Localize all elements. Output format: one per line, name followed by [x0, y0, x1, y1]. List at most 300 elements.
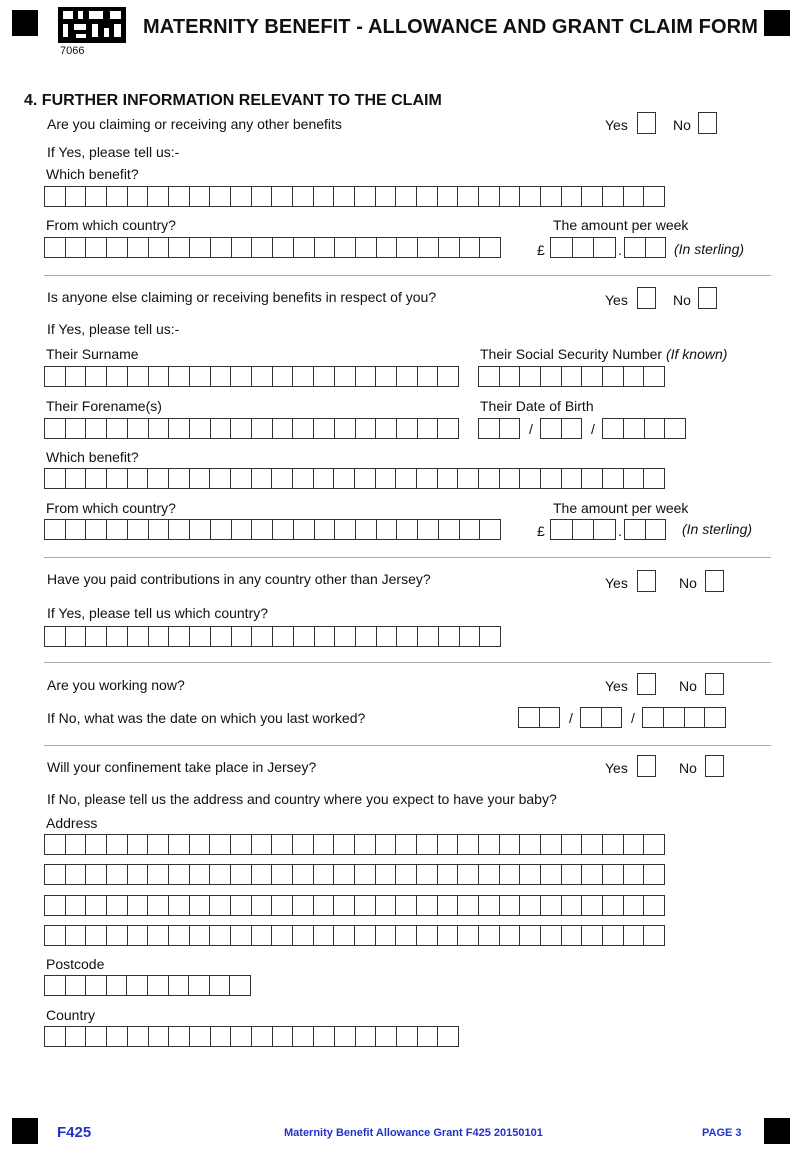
- char-cell[interactable]: [106, 419, 127, 438]
- char-cell[interactable]: [189, 367, 210, 386]
- char-cell[interactable]: [85, 469, 106, 488]
- char-cell[interactable]: [65, 976, 86, 995]
- char-cell[interactable]: [561, 187, 582, 206]
- char-cell[interactable]: [313, 367, 334, 386]
- char-cell[interactable]: [85, 520, 106, 539]
- char-cell[interactable]: [478, 469, 499, 488]
- char-cell[interactable]: [602, 367, 623, 386]
- char-cell[interactable]: [168, 367, 189, 386]
- char-cell[interactable]: [147, 835, 168, 854]
- char-cell[interactable]: [44, 187, 65, 206]
- char-cell[interactable]: [271, 469, 292, 488]
- char-cell[interactable]: [416, 896, 437, 915]
- char-cell[interactable]: [65, 1027, 86, 1046]
- char-cell[interactable]: [355, 1027, 376, 1046]
- char-cell[interactable]: [148, 520, 169, 539]
- char-cell[interactable]: [44, 1027, 65, 1046]
- q2-amount-pence-field[interactable]: [624, 519, 666, 540]
- char-cell[interactable]: [395, 896, 416, 915]
- char-cell[interactable]: [417, 419, 438, 438]
- char-cell[interactable]: [272, 367, 293, 386]
- char-cell[interactable]: [561, 926, 582, 945]
- char-cell[interactable]: [572, 238, 594, 257]
- char-cell[interactable]: [334, 520, 355, 539]
- char-cell[interactable]: [334, 419, 355, 438]
- char-cell[interactable]: [127, 1027, 148, 1046]
- char-cell[interactable]: [499, 926, 520, 945]
- char-cell[interactable]: [581, 835, 602, 854]
- char-cell[interactable]: [209, 926, 230, 945]
- char-cell[interactable]: [519, 187, 540, 206]
- char-cell[interactable]: [601, 708, 622, 727]
- char-cell[interactable]: [292, 896, 313, 915]
- char-cell[interactable]: [65, 469, 86, 488]
- q2-country-field[interactable]: [44, 519, 501, 540]
- char-cell[interactable]: [519, 367, 540, 386]
- q3-yes-checkbox[interactable]: [637, 570, 656, 592]
- char-cell[interactable]: [251, 1027, 272, 1046]
- char-cell[interactable]: [333, 187, 354, 206]
- char-cell[interactable]: [210, 238, 231, 257]
- char-cell[interactable]: [292, 187, 313, 206]
- char-cell[interactable]: [209, 865, 230, 884]
- char-cell[interactable]: [355, 520, 376, 539]
- char-cell[interactable]: [292, 1027, 313, 1046]
- char-cell[interactable]: [623, 896, 644, 915]
- char-cell[interactable]: [230, 187, 251, 206]
- char-cell[interactable]: [106, 367, 127, 386]
- char-cell[interactable]: [593, 520, 615, 539]
- char-cell[interactable]: [271, 187, 292, 206]
- char-cell[interactable]: [643, 865, 664, 884]
- char-cell[interactable]: [313, 187, 334, 206]
- char-cell[interactable]: [499, 835, 520, 854]
- char-cell[interactable]: [643, 367, 664, 386]
- char-cell[interactable]: [106, 835, 127, 854]
- char-cell[interactable]: [561, 367, 582, 386]
- char-cell[interactable]: [231, 238, 252, 257]
- char-cell[interactable]: [375, 926, 396, 945]
- char-cell[interactable]: [395, 865, 416, 884]
- char-cell[interactable]: [376, 627, 397, 646]
- char-cell[interactable]: [416, 469, 437, 488]
- char-cell[interactable]: [334, 238, 355, 257]
- char-cell[interactable]: [127, 835, 148, 854]
- char-cell[interactable]: [127, 187, 148, 206]
- q2-forenames-field[interactable]: [44, 418, 459, 439]
- char-cell[interactable]: [333, 469, 354, 488]
- char-cell[interactable]: [395, 469, 416, 488]
- char-cell[interactable]: [457, 835, 478, 854]
- char-cell[interactable]: [519, 835, 540, 854]
- char-cell[interactable]: [581, 926, 602, 945]
- char-cell[interactable]: [209, 469, 230, 488]
- char-cell[interactable]: [459, 238, 480, 257]
- char-cell[interactable]: [168, 896, 189, 915]
- char-cell[interactable]: [272, 238, 293, 257]
- char-cell[interactable]: [209, 835, 230, 854]
- char-cell[interactable]: [540, 367, 561, 386]
- char-cell[interactable]: [168, 926, 189, 945]
- char-cell[interactable]: [313, 469, 334, 488]
- char-cell[interactable]: [127, 896, 148, 915]
- q2-dob-year-field[interactable]: [602, 418, 686, 439]
- char-cell[interactable]: [189, 1027, 210, 1046]
- char-cell[interactable]: [478, 835, 499, 854]
- char-cell[interactable]: [293, 520, 314, 539]
- char-cell[interactable]: [44, 238, 65, 257]
- char-cell[interactable]: [645, 238, 666, 257]
- char-cell[interactable]: [44, 520, 65, 539]
- char-cell[interactable]: [518, 708, 539, 727]
- char-cell[interactable]: [478, 187, 499, 206]
- char-cell[interactable]: [438, 238, 459, 257]
- q2-amount-pounds-field[interactable]: [550, 519, 616, 540]
- char-cell[interactable]: [148, 419, 169, 438]
- char-cell[interactable]: [499, 896, 520, 915]
- char-cell[interactable]: [231, 627, 252, 646]
- char-cell[interactable]: [271, 926, 292, 945]
- char-cell[interactable]: [540, 469, 561, 488]
- char-cell[interactable]: [147, 926, 168, 945]
- char-cell[interactable]: [333, 896, 354, 915]
- q4-no-checkbox[interactable]: [705, 673, 724, 695]
- q5-no-checkbox[interactable]: [705, 755, 724, 777]
- char-cell[interactable]: [251, 419, 272, 438]
- char-cell[interactable]: [106, 976, 127, 995]
- char-cell[interactable]: [188, 976, 209, 995]
- char-cell[interactable]: [127, 865, 148, 884]
- char-cell[interactable]: [44, 835, 65, 854]
- char-cell[interactable]: [663, 708, 684, 727]
- char-cell[interactable]: [210, 1027, 231, 1046]
- char-cell[interactable]: [581, 187, 602, 206]
- char-cell[interactable]: [44, 976, 65, 995]
- char-cell[interactable]: [65, 238, 86, 257]
- q1-amount-pence-field[interactable]: [624, 237, 666, 258]
- char-cell[interactable]: [478, 865, 499, 884]
- char-cell[interactable]: [438, 627, 459, 646]
- char-cell[interactable]: [85, 1027, 106, 1046]
- char-cell[interactable]: [168, 419, 189, 438]
- char-cell[interactable]: [313, 896, 334, 915]
- char-cell[interactable]: [127, 238, 148, 257]
- char-cell[interactable]: [272, 1027, 293, 1046]
- char-cell[interactable]: [550, 238, 572, 257]
- char-cell[interactable]: [231, 520, 252, 539]
- char-cell[interactable]: [251, 367, 272, 386]
- char-cell[interactable]: [416, 865, 437, 884]
- char-cell[interactable]: [437, 896, 458, 915]
- char-cell[interactable]: [85, 419, 106, 438]
- char-cell[interactable]: [623, 926, 644, 945]
- char-cell[interactable]: [437, 865, 458, 884]
- char-cell[interactable]: [416, 187, 437, 206]
- char-cell[interactable]: [106, 187, 127, 206]
- char-cell[interactable]: [272, 627, 293, 646]
- char-cell[interactable]: [189, 469, 210, 488]
- char-cell[interactable]: [355, 627, 376, 646]
- char-cell[interactable]: [561, 865, 582, 884]
- char-cell[interactable]: [189, 926, 210, 945]
- char-cell[interactable]: [396, 627, 417, 646]
- char-cell[interactable]: [355, 367, 376, 386]
- char-cell[interactable]: [127, 627, 148, 646]
- char-cell[interactable]: [499, 419, 520, 438]
- char-cell[interactable]: [478, 367, 499, 386]
- char-cell[interactable]: [664, 419, 685, 438]
- char-cell[interactable]: [395, 926, 416, 945]
- char-cell[interactable]: [292, 835, 313, 854]
- q4-day-field[interactable]: [518, 707, 560, 728]
- char-cell[interactable]: [189, 520, 210, 539]
- char-cell[interactable]: [417, 520, 438, 539]
- char-cell[interactable]: [127, 419, 148, 438]
- char-cell[interactable]: [479, 520, 500, 539]
- char-cell[interactable]: [168, 976, 189, 995]
- char-cell[interactable]: [251, 926, 272, 945]
- char-cell[interactable]: [437, 469, 458, 488]
- char-cell[interactable]: [251, 469, 272, 488]
- char-cell[interactable]: [230, 926, 251, 945]
- char-cell[interactable]: [478, 896, 499, 915]
- q5-address-line-3[interactable]: [44, 895, 665, 916]
- char-cell[interactable]: [643, 896, 664, 915]
- char-cell[interactable]: [85, 187, 106, 206]
- char-cell[interactable]: [168, 1027, 189, 1046]
- char-cell[interactable]: [438, 520, 459, 539]
- char-cell[interactable]: [44, 865, 65, 884]
- char-cell[interactable]: [644, 419, 665, 438]
- char-cell[interactable]: [251, 865, 272, 884]
- char-cell[interactable]: [314, 238, 335, 257]
- char-cell[interactable]: [106, 520, 127, 539]
- q5-country-field[interactable]: [44, 1026, 459, 1047]
- char-cell[interactable]: [457, 469, 478, 488]
- char-cell[interactable]: [44, 926, 65, 945]
- char-cell[interactable]: [602, 835, 623, 854]
- char-cell[interactable]: [251, 896, 272, 915]
- char-cell[interactable]: [643, 469, 664, 488]
- char-cell[interactable]: [355, 238, 376, 257]
- q3-no-checkbox[interactable]: [705, 570, 724, 592]
- char-cell[interactable]: [229, 976, 250, 995]
- char-cell[interactable]: [334, 627, 355, 646]
- char-cell[interactable]: [230, 896, 251, 915]
- char-cell[interactable]: [209, 187, 230, 206]
- char-cell[interactable]: [148, 627, 169, 646]
- char-cell[interactable]: [210, 520, 231, 539]
- q2-dob-day-field[interactable]: [478, 418, 520, 439]
- char-cell[interactable]: [479, 627, 500, 646]
- char-cell[interactable]: [375, 419, 396, 438]
- char-cell[interactable]: [643, 835, 664, 854]
- char-cell[interactable]: [127, 926, 148, 945]
- char-cell[interactable]: [106, 238, 127, 257]
- char-cell[interactable]: [210, 367, 231, 386]
- char-cell[interactable]: [106, 865, 127, 884]
- char-cell[interactable]: [313, 835, 334, 854]
- char-cell[interactable]: [127, 367, 148, 386]
- char-cell[interactable]: [65, 835, 86, 854]
- char-cell[interactable]: [148, 238, 169, 257]
- char-cell[interactable]: [44, 367, 65, 386]
- char-cell[interactable]: [147, 976, 168, 995]
- char-cell[interactable]: [457, 896, 478, 915]
- char-cell[interactable]: [65, 627, 86, 646]
- char-cell[interactable]: [376, 238, 397, 257]
- q1-which-benefit-field[interactable]: [44, 186, 665, 207]
- char-cell[interactable]: [540, 187, 561, 206]
- char-cell[interactable]: [623, 419, 644, 438]
- char-cell[interactable]: [85, 976, 106, 995]
- char-cell[interactable]: [168, 520, 189, 539]
- char-cell[interactable]: [251, 627, 272, 646]
- char-cell[interactable]: [292, 367, 313, 386]
- q5-postcode-field[interactable]: [44, 975, 251, 996]
- char-cell[interactable]: [85, 865, 106, 884]
- char-cell[interactable]: [572, 520, 594, 539]
- char-cell[interactable]: [230, 1027, 251, 1046]
- char-cell[interactable]: [292, 865, 313, 884]
- char-cell[interactable]: [643, 926, 664, 945]
- char-cell[interactable]: [333, 865, 354, 884]
- char-cell[interactable]: [437, 1027, 458, 1046]
- char-cell[interactable]: [561, 896, 582, 915]
- char-cell[interactable]: [581, 896, 602, 915]
- char-cell[interactable]: [106, 469, 127, 488]
- char-cell[interactable]: [354, 896, 375, 915]
- char-cell[interactable]: [354, 926, 375, 945]
- q5-address-line-4[interactable]: [44, 925, 665, 946]
- char-cell[interactable]: [209, 896, 230, 915]
- char-cell[interactable]: [540, 896, 561, 915]
- char-cell[interactable]: [85, 627, 106, 646]
- char-cell[interactable]: [416, 926, 437, 945]
- char-cell[interactable]: [704, 708, 725, 727]
- char-cell[interactable]: [561, 469, 582, 488]
- char-cell[interactable]: [189, 238, 210, 257]
- q1-amount-pounds-field[interactable]: [550, 237, 616, 258]
- char-cell[interactable]: [168, 627, 189, 646]
- char-cell[interactable]: [375, 469, 396, 488]
- char-cell[interactable]: [127, 469, 148, 488]
- char-cell[interactable]: [293, 238, 314, 257]
- char-cell[interactable]: [519, 926, 540, 945]
- q1-no-checkbox[interactable]: [698, 112, 717, 134]
- char-cell[interactable]: [293, 627, 314, 646]
- char-cell[interactable]: [561, 835, 582, 854]
- char-cell[interactable]: [147, 896, 168, 915]
- char-cell[interactable]: [230, 865, 251, 884]
- char-cell[interactable]: [375, 835, 396, 854]
- char-cell[interactable]: [354, 187, 375, 206]
- char-cell[interactable]: [499, 367, 520, 386]
- char-cell[interactable]: [65, 367, 86, 386]
- char-cell[interactable]: [602, 865, 623, 884]
- char-cell[interactable]: [417, 1027, 438, 1046]
- char-cell[interactable]: [437, 187, 458, 206]
- char-cell[interactable]: [210, 627, 231, 646]
- char-cell[interactable]: [292, 419, 313, 438]
- char-cell[interactable]: [593, 238, 615, 257]
- char-cell[interactable]: [395, 835, 416, 854]
- char-cell[interactable]: [85, 238, 106, 257]
- q2-which-benefit-field[interactable]: [44, 468, 665, 489]
- char-cell[interactable]: [85, 896, 106, 915]
- char-cell[interactable]: [168, 835, 189, 854]
- char-cell[interactable]: [642, 708, 663, 727]
- char-cell[interactable]: [168, 865, 189, 884]
- char-cell[interactable]: [375, 187, 396, 206]
- char-cell[interactable]: [602, 187, 623, 206]
- char-cell[interactable]: [540, 865, 561, 884]
- char-cell[interactable]: [85, 367, 106, 386]
- char-cell[interactable]: [271, 896, 292, 915]
- char-cell[interactable]: [210, 419, 231, 438]
- char-cell[interactable]: [65, 520, 86, 539]
- char-cell[interactable]: [230, 469, 251, 488]
- char-cell[interactable]: [272, 419, 293, 438]
- char-cell[interactable]: [479, 238, 500, 257]
- char-cell[interactable]: [437, 835, 458, 854]
- char-cell[interactable]: [623, 865, 644, 884]
- char-cell[interactable]: [106, 627, 127, 646]
- char-cell[interactable]: [230, 419, 251, 438]
- char-cell[interactable]: [624, 520, 645, 539]
- char-cell[interactable]: [168, 187, 189, 206]
- char-cell[interactable]: [354, 469, 375, 488]
- char-cell[interactable]: [519, 469, 540, 488]
- char-cell[interactable]: [126, 976, 147, 995]
- char-cell[interactable]: [396, 238, 417, 257]
- char-cell[interactable]: [189, 187, 210, 206]
- char-cell[interactable]: [355, 419, 376, 438]
- char-cell[interactable]: [478, 419, 499, 438]
- char-cell[interactable]: [457, 926, 478, 945]
- char-cell[interactable]: [540, 835, 561, 854]
- char-cell[interactable]: [499, 469, 520, 488]
- char-cell[interactable]: [684, 708, 705, 727]
- char-cell[interactable]: [314, 627, 335, 646]
- char-cell[interactable]: [272, 520, 293, 539]
- char-cell[interactable]: [478, 926, 499, 945]
- char-cell[interactable]: [292, 469, 313, 488]
- char-cell[interactable]: [189, 627, 210, 646]
- char-cell[interactable]: [581, 469, 602, 488]
- char-cell[interactable]: [417, 367, 438, 386]
- char-cell[interactable]: [44, 896, 65, 915]
- char-cell[interactable]: [581, 865, 602, 884]
- char-cell[interactable]: [292, 926, 313, 945]
- q3-country-field[interactable]: [44, 626, 501, 647]
- q4-yes-checkbox[interactable]: [637, 673, 656, 695]
- char-cell[interactable]: [623, 835, 644, 854]
- char-cell[interactable]: [147, 865, 168, 884]
- char-cell[interactable]: [539, 708, 560, 727]
- char-cell[interactable]: [271, 835, 292, 854]
- char-cell[interactable]: [395, 187, 416, 206]
- char-cell[interactable]: [437, 419, 458, 438]
- char-cell[interactable]: [333, 835, 354, 854]
- char-cell[interactable]: [251, 187, 272, 206]
- char-cell[interactable]: [209, 976, 230, 995]
- q2-yes-checkbox[interactable]: [637, 287, 656, 309]
- char-cell[interactable]: [106, 896, 127, 915]
- char-cell[interactable]: [65, 926, 86, 945]
- char-cell[interactable]: [561, 419, 582, 438]
- char-cell[interactable]: [375, 896, 396, 915]
